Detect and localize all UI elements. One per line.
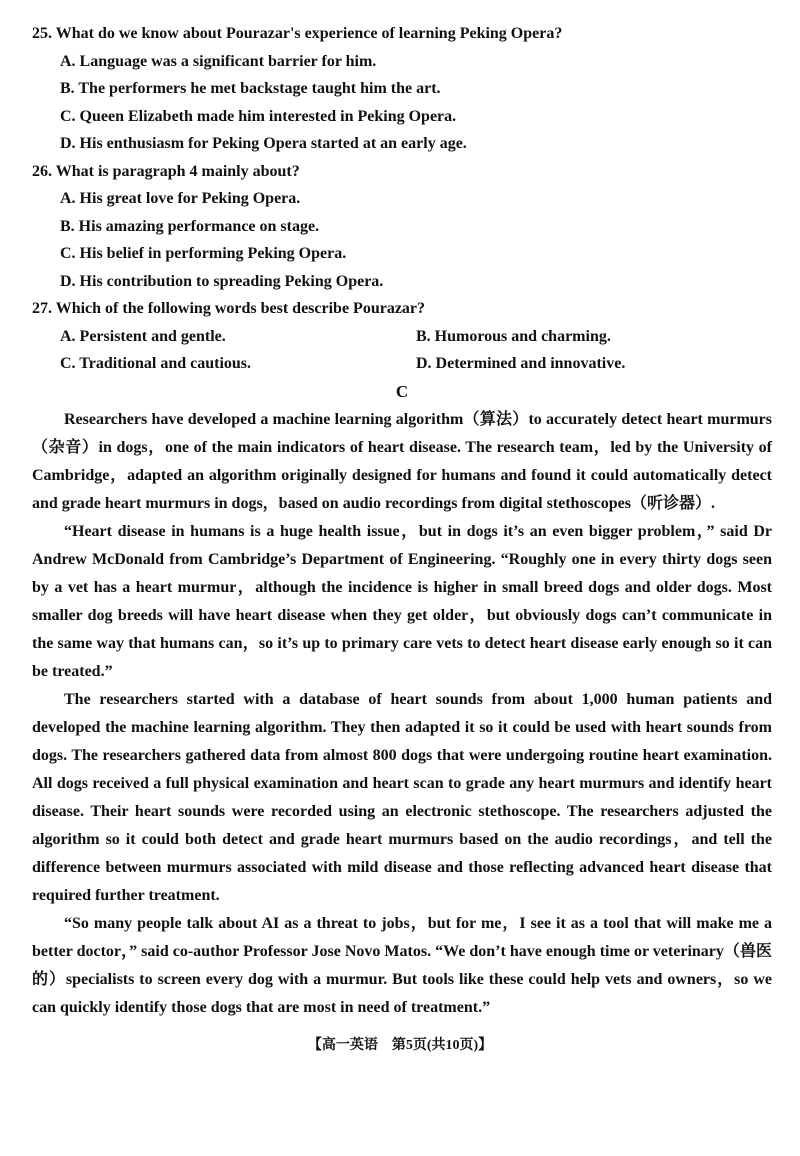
option-d: D. His enthusiasm for Peking Opera started at an early age. <box>60 135 467 152</box>
option-d: D. His contribution to spreading Peking Opera. <box>60 272 384 290</box>
option-d: D. Determined and innovative. <box>416 355 626 372</box>
option-a: A. Language was a significant barrier for him. <box>60 52 377 70</box>
paragraph-3: The researchers started with a database of heart sounds from about 1,000 human patients and developed the machine learning algorithm. They then adapted it so it could be used with heart sounds from dogs. The researchers gathered data from almost 800 dogs that were undergoing routine heart examination. All dogs received a full physical examination and heart scan to grade any heart murmurs and identify heart disease. Their heart sounds were recorded using an electronic stethoscope. The researchers adjusted the algorithm so it could both detect and grade heart murmurs based on the audio recordings，and tell the difference between murmurs associated with mild disease and those reflecting advanced heart disease that required further treatment. <box>32 690 772 904</box>
paragraph-4: “So many people talk about AI as a threat to jobs，but for me，I see it as a tool that will make me a better doctor，” said co-author Professor Jose Novo Matos. “We don’t have enough time or veterinary（兽医的）specialists to screen every dog with a murmur. But tools like these could help vets and owners，so we can quickly identify those dogs that are most in need of treatment.” <box>32 914 772 1016</box>
option-c: C. His belief in performing Peking Opera. <box>60 245 347 262</box>
option-b: B. His amazing performance on stage. <box>60 217 320 235</box>
section-heading: C <box>395 381 409 401</box>
exam-page <box>32 0 772 1022</box>
question-stem: 25. What do we know about Pourazar's experience of learning Peking Opera? <box>32 25 563 42</box>
option-c: C. Traditional and cautious. <box>60 355 252 372</box>
paragraph-2: “Heart disease in humans is a huge health issue，but in dogs it’s an even bigger problem，” said Dr Andrew McDonald from Cambridge’s Department of Engineering. “Roughly one in every thirty dogs seen by a vet has a heart murmur，although the incidence is higher in small breed dogs and older dogs. Most smaller dog breeds will have heart disease when they get older，but obviously dogs can’t communicate in the same way that humans can，so it’s up to primary care vets to detect heart disease early enough so it can be treated.” <box>32 522 772 680</box>
question-stem: 27. Which of the following words best describe Pourazar? <box>32 300 426 317</box>
question-25 <box>32 20 772 158</box>
question-stem: 26. What is paragraph 4 mainly about? <box>32 162 300 180</box>
option-b: B. The performers he met backstage taught him the art. <box>60 80 441 97</box>
page-footer: 【高一英语 第5页(共10页)】 <box>307 1037 493 1053</box>
question-27 <box>32 295 772 378</box>
option-c: C. Queen Elizabeth made him interested in Peking Opera. <box>60 107 457 125</box>
option-a: A. Persistent and gentle. <box>60 327 226 345</box>
option-a: A. His great love for Peking Opera. <box>60 190 301 207</box>
option-b: B. Humorous and charming. <box>416 327 611 345</box>
paragraph-1: Researchers have developed a machine learning algorithm（算法）to accurately detect heart murmurs（杂音）in dogs，one of the main indicators of heart disease. The research team，led by the University of Cambridge，adapted an algorithm originally designed for humans and found it could automatically detect and grade heart murmurs in dogs，based on audio recordings from digital stethoscopes（听诊器）. <box>32 410 772 512</box>
question-26 <box>32 158 772 296</box>
